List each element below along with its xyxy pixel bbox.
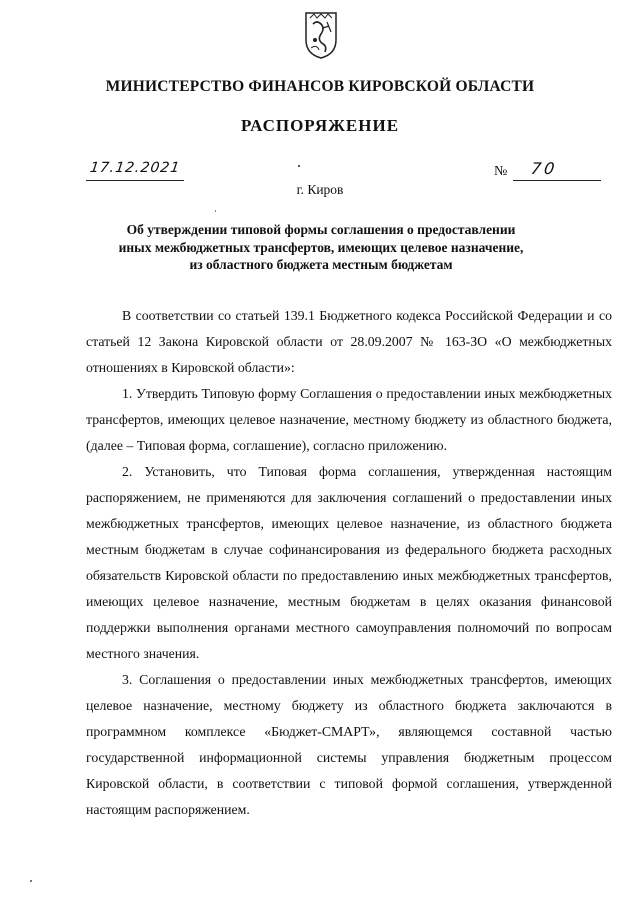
subject-line: из областного бюджета местным бюджетам — [189, 257, 453, 272]
document-subject — [100, 221, 542, 274]
ministry-title: МИНИСТЕРСТВО ФИНАНСОВ КИРОВСКОЙ ОБЛАСТИ — [105, 78, 535, 95]
city: г. Киров — [296, 182, 344, 197]
scan-speck — [215, 210, 216, 212]
document-number: 70 — [529, 159, 559, 178]
date-field — [86, 160, 184, 181]
paragraph-1: 1. Утвердить Типовую форму Соглашения о предоставлении иных межбюджетных трансфертов, имеющих целевое назначение, местному бюджету из областного бюджета, (далее – Типовая форма, соглашение), согласно приложению. — [86, 386, 612, 453]
number-label: № — [494, 164, 508, 179]
scan-speck — [298, 165, 300, 167]
subject-line: иных межбюджетных трансфертов, имеющих целевое назначение, — [118, 239, 524, 255]
document-date: 17.12.2021 — [88, 160, 182, 176]
paragraph-3: 3. Соглашения о предоставлении иных межбюджетных трансфертов, имеющих целевое назначение, местному бюджету из областного бюджета заключаются в программном комплексе «Бюджет-СМАРТ», являющемся составной частью государственной информационной системы управления бюджетным процессом Кировской области, в соответствии с типовой формой соглашения, утвержденной настоящим распоряжением. — [86, 672, 612, 817]
document-type: РАСПОРЯЖЕНИЕ — [240, 116, 400, 135]
document-body — [86, 303, 612, 823]
scan-speck — [30, 880, 32, 882]
subject-line: Об утверждении типовой формы соглашения о предоставлении — [126, 222, 516, 237]
number-field — [513, 160, 601, 181]
coat-of-arms-icon — [303, 10, 339, 60]
paragraph-2: 2. Установить, что Типовая форма соглашения, утвержденная настоящим распоряжением, не применяются для заключения соглашений о предоставлении иных межбюджетных трансфертов, имеющих целевое назначение, из областного бюджета местным бюджетам в случае софинансирования из федерального бюджета расходных обязательств Кировской области по предоставлению иных межбюджетных трансфертов, имеющих целевое назначение, местным бюджетам в целях оказания финансовой поддержки выполнения органами местного самоуправления полномочий по вопросам местного значения. — [86, 464, 612, 661]
paragraph-preamble: В соответствии со статьей 139.1 Бюджетного кодекса Российской Федерации и со статьей 12 Закона Кировской области от 28.09.2007 № 163-ЗО «О межбюджетных отношениях в Кировской области»: — [86, 308, 612, 375]
